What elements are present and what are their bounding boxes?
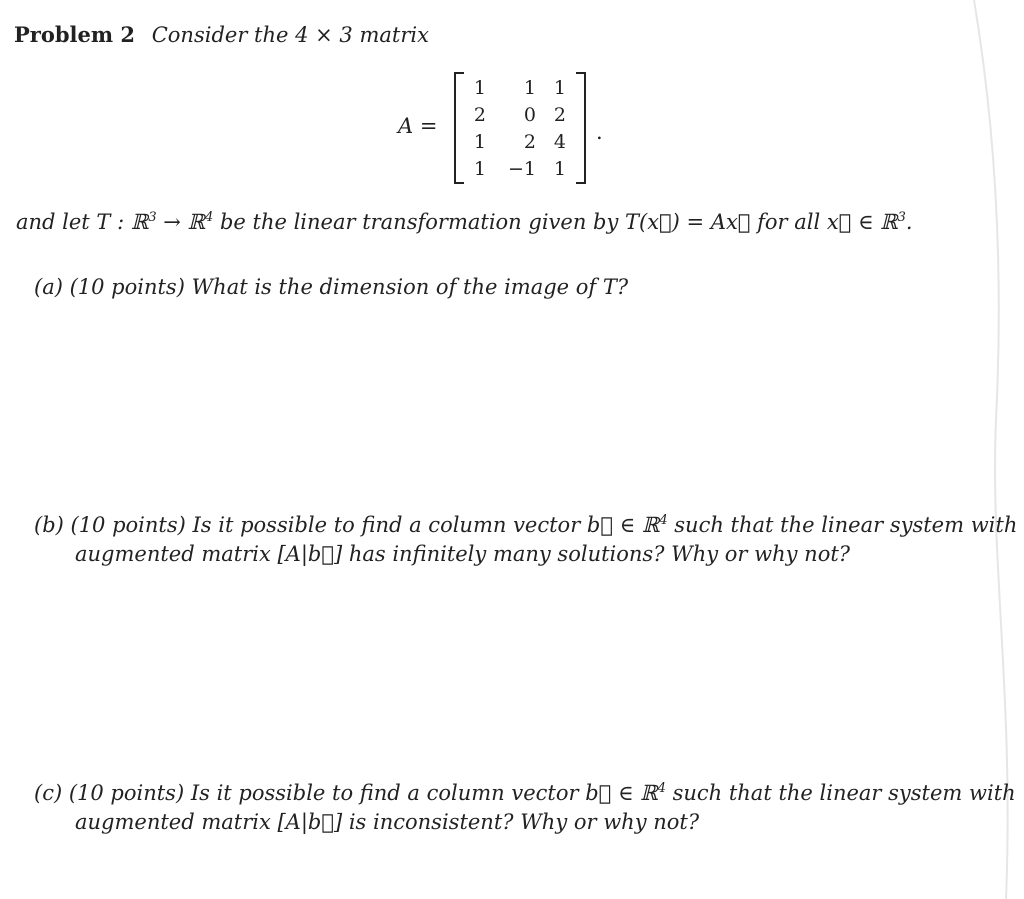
transformation-statement [16, 210, 913, 234]
final-exponent: 3 [897, 210, 906, 225]
part-b-line1-pre: (b) (10 points) Is it possible to find a column vector b⃗ ∈ ℝ [34, 513, 660, 537]
matrix-cell: 1 [473, 130, 486, 153]
part-b-line1-post: such that the linear system with [667, 513, 1018, 537]
transformation-post: be the linear transformation given by T(x⃗) = Ax⃗ for all x⃗ ∈ ℝ [213, 210, 898, 234]
part-a-question: (a) (10 points) What is the dimension of the image of T? [34, 275, 629, 299]
matrix-row [464, 155, 574, 182]
matrix-cell: −1 [507, 157, 536, 180]
part-c-question-line2: augmented matrix [A|b⃗] is inconsistent? Why or why not? [75, 810, 700, 834]
matrix-period: . [596, 120, 603, 144]
matrix-cell: 1 [523, 76, 536, 99]
part-c-line1-pre: (c) (10 points) Is it possible to find a column vector b⃗ ∈ ℝ [34, 781, 658, 805]
page-edge-shadow [934, 0, 1024, 899]
matrix-row [464, 74, 574, 101]
part-b-question-line2: augmented matrix [A|b⃗] has infinitely many solutions? Why or why not? [75, 542, 851, 566]
matrix-left-bracket [454, 72, 464, 184]
transformation-pre: and let T : ℝ [16, 210, 149, 234]
matrix-cell: 1 [473, 157, 486, 180]
matrix-grid [464, 74, 574, 182]
matrix-a [398, 70, 638, 188]
matrix-cell: 4 [553, 130, 566, 153]
matrix-cell: 2 [553, 103, 566, 126]
matrix-cell: 1 [473, 76, 486, 99]
problem-label: Problem 2 [14, 22, 136, 47]
part-b-exponent: 4 [659, 513, 668, 528]
part-c-exponent: 4 [657, 781, 666, 796]
problem-intro: Consider the 4 × 3 matrix [151, 23, 429, 47]
matrix-right-bracket [576, 72, 586, 184]
problem-header [14, 22, 429, 47]
transformation-end: . [905, 210, 913, 234]
part-b-question-line1 [34, 513, 1017, 537]
domain-exponent: 3 [148, 210, 157, 225]
part-c-line1-post: such that the linear system with [665, 781, 1016, 805]
matrix-cell: 1 [553, 76, 566, 99]
matrix-cell: 1 [553, 157, 566, 180]
matrix-label: A = [398, 114, 438, 138]
matrix-cell: 2 [523, 130, 536, 153]
part-c-question-line1 [34, 781, 1016, 805]
matrix-cell: 0 [523, 103, 536, 126]
transformation-arrow: → ℝ [156, 210, 205, 234]
matrix-cell: 2 [473, 103, 486, 126]
codomain-exponent: 4 [205, 210, 214, 225]
matrix-row [464, 101, 574, 128]
matrix-row [464, 128, 574, 155]
